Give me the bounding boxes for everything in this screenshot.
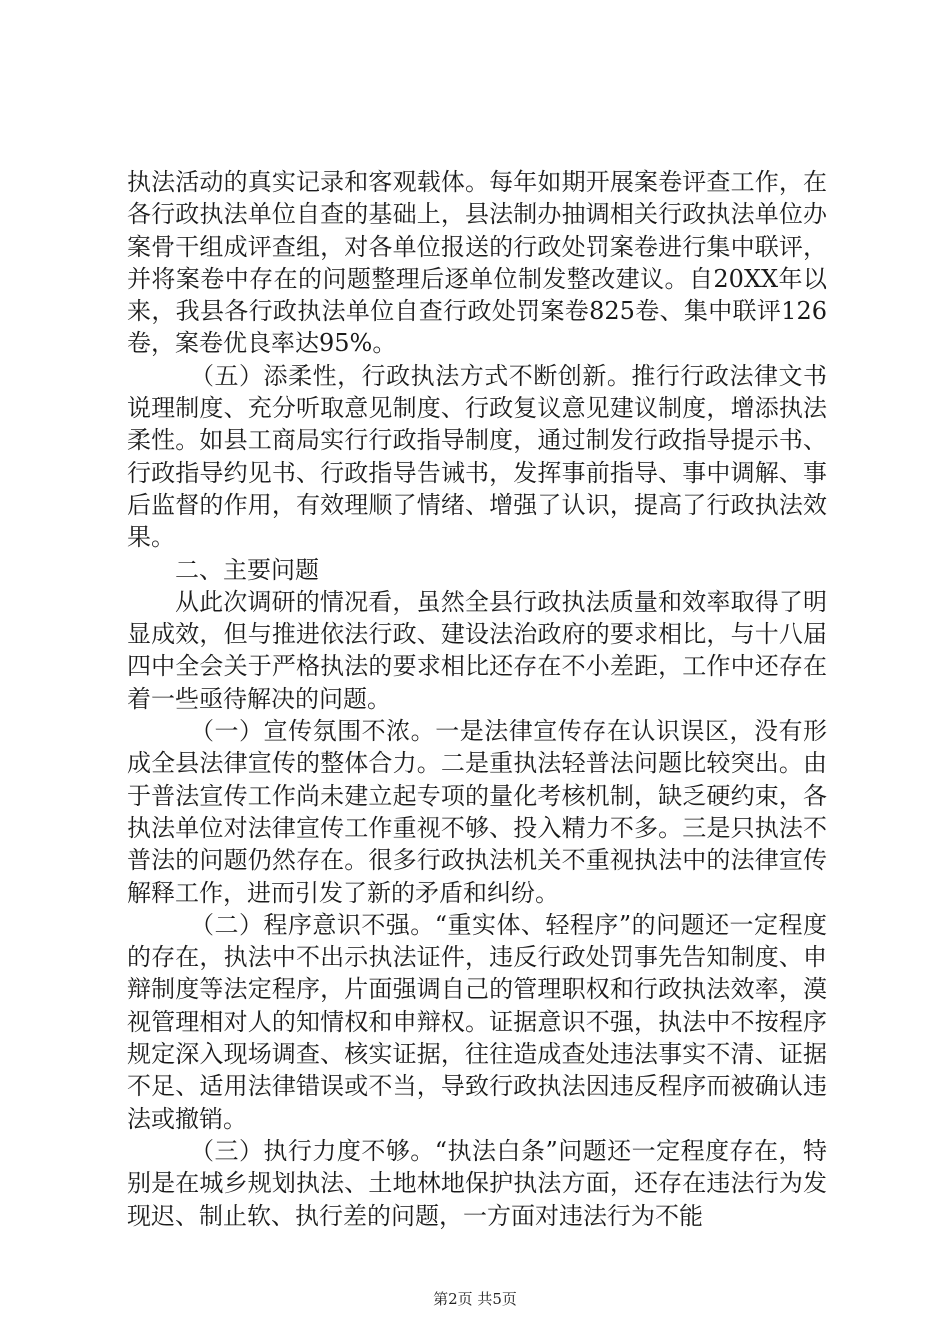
paragraph-problem-one: （一）宣传氛围不浓。一是法律宣传存在认识误区，没有形成全县法律宣传的整体合力。二是重执法轻普法问题比较突出。由于普法宣传工作尚未建立起专项的量化考核机制，缺乏硬约束，各执法单位对法律宣传工作重视不够、投入精力不多。三是只执法不普法的问题仍然存在。很多行政执法机关不重视执法中的法律宣传解释工作，进而引发了新的矛盾和纠纷。 (127, 717, 827, 907)
paragraph-problem-two: （二）程序意识不强。“重实体、轻程序”的问题还一定程度的存在，执法中不出示执法证件，违反行政处罚事先告知制度、申辩制度等法定程序，片面强调自己的管理职权和行政执法效率，漠视管理相对人的知情权和申辩权。证据意识不强，执法中不按程序规定深入现场调查、核实证据，往往造成查处违法事实不清、证据不足、适用法律错误或不当，导致行政执法因违反程序而被确认违法或撤销。 (127, 910, 827, 1133)
section-heading-main-problems: 二、主要问题 (175, 555, 319, 584)
paragraph-case-review: 执法活动的真实记录和客观载体。每年如期开展案卷评查工作，在各行政执法单位自查的基础上，县法制办抽调相关行政执法单位办案骨干组成评查组，对各单位报送的行政处罚案卷进行集中联评，并将案卷中存在的问题整理后逐单位制发整改建议。自20XX年以来，我县各行政执法单位自查行政处罚案卷825卷、集中联评126卷，案卷优良率达95%。 (127, 168, 827, 358)
paragraph-research-overview: 从此次调研的情况看，虽然全县行政执法质量和效率取得了明显成效，但与推进依法行政、建设法治政府的要求相比，与十八届四中全会关于严格执法的要求相比还存在不小差距，工作中还存在着一些亟待解决的问题。 (127, 587, 827, 713)
document-body (127, 166, 827, 1232)
page-number-footer: 第2页 共5页 (433, 1290, 517, 1308)
paragraph-problem-three: （三）执行力度不够。“执法白条”问题还一定程度存在，特别是在城乡规划执法、土地林地保护执法方面，还存在违法行为发现迟、制止软、执行差的问题，一方面对违法行为不能 (127, 1136, 827, 1230)
paragraph-section-five: （五）添柔性，行政执法方式不断创新。推行行政法律文书说理制度、充分听取意见制度、行政复议意见建议制度，增添执法柔性。如县工商局实行行政指导制度，通过制发行政指导提示书、行政指导约见书、行政指导告诫书，发挥事前指导、事中调解、事后监督的作用，有效理顺了情绪、增强了认识，提高了行政执法效果。 (127, 361, 827, 552)
